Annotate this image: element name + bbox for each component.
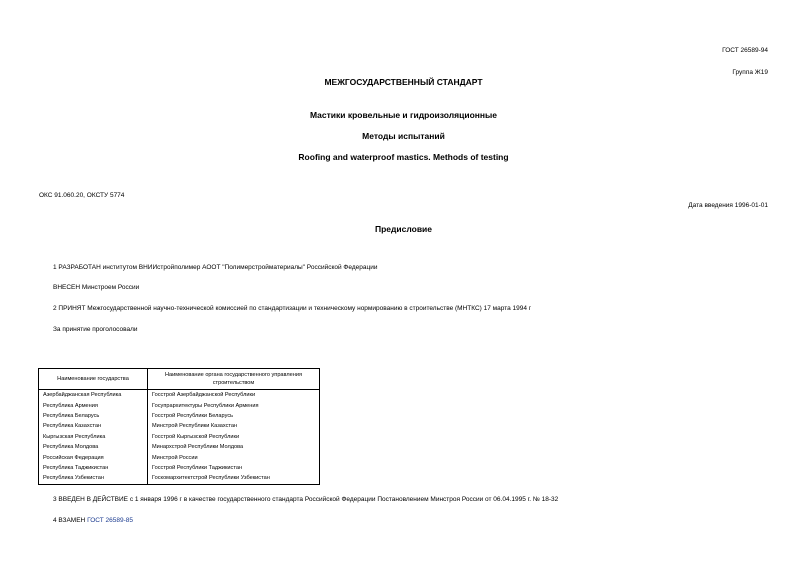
- preface-item-4: [53, 517, 133, 524]
- table-cell-authority: Госстрой Республики Таджикистан: [148, 463, 320, 473]
- replaced-standard-link[interactable]: ГОСТ 26589-85: [87, 517, 133, 524]
- title-en: Roofing and waterproof mastics. Methods of testing: [298, 152, 509, 162]
- preface-item-2: 2 ПРИНЯТ Межгосударственной научно-технической комиссией по стандартизации и техническому нормированию в строительстве (МНТКС) 17 марта 1994 г: [53, 305, 532, 312]
- preface-item-1: 1 РАЗРАБОТАН институтом ВНИИстройполимер АООТ "Полимерстройматериалы" Российской Федерации: [53, 264, 378, 271]
- table-cell-authority: Госстрой Кыргызской Республики: [148, 432, 320, 442]
- table-row: [39, 432, 320, 442]
- table-header-authority: Наименование органа государственного управления строительством: [148, 369, 320, 390]
- table-row: [39, 400, 320, 410]
- table-cell-state: Республика Беларусь: [39, 411, 148, 421]
- table-cell-authority: Минархстрой Республики Молдова: [148, 442, 320, 452]
- table-cell-authority: Госстрой Республики Беларусь: [148, 411, 320, 421]
- preface-item-2b: За принятие проголосовали: [53, 326, 138, 333]
- table-cell-authority: Госкомархитектстрой Республики Узбекистан: [148, 473, 320, 484]
- table-cell-state: Российская Федерация: [39, 452, 148, 462]
- table-cell-state: Республика Молдова: [39, 442, 148, 452]
- replaces-label: 4 ВЗАМЕН: [53, 517, 88, 524]
- table-cell-authority: Госупрархитектуры Республики Армения: [148, 400, 320, 410]
- document-group: Группа Ж19: [732, 69, 768, 76]
- title-ru: Мастики кровельные и гидроизоляционные: [309, 110, 498, 120]
- table-cell-authority: Минстрой Республики Казахстан: [148, 421, 320, 431]
- table-cell-authority: Минстрой России: [148, 452, 320, 462]
- preface-item-3: 3 ВВЕДЕН В ДЕЙСТВИЕ с 1 января 1996 г в качестве государственного стандарта Российской Федерации Постановлением Минстроя России от 06.04.1995 г. № 18-32: [53, 496, 559, 503]
- table-row: [39, 452, 320, 462]
- states-table: [38, 368, 320, 485]
- intro-date: Дата введения 1996-01-01: [688, 202, 768, 209]
- subtitle-ru: Методы испытаний: [362, 131, 445, 141]
- table-cell-state: Азербайджанская Республика: [39, 390, 148, 401]
- table-cell-state: Республика Таджикистан: [39, 463, 148, 473]
- table-cell-authority: Госстрой Азербайджанской Республики: [148, 390, 320, 401]
- table-cell-state: Республика Узбекистан: [39, 473, 148, 484]
- table-row: [39, 421, 320, 431]
- table-cell-state: Республика Казахстан: [39, 421, 148, 431]
- document-code: ГОСТ 26589-94: [722, 47, 768, 54]
- preface-heading: Предисловие: [374, 224, 433, 234]
- table-row: [39, 442, 320, 452]
- standard-type: МЕЖГОСУДАРСТВЕННЫЙ СТАНДАРТ: [324, 77, 483, 87]
- preface-item-1b: ВНЕСЕН Минстроем России: [53, 284, 140, 291]
- table-row: [39, 411, 320, 421]
- table-cell-state: Республика Армения: [39, 400, 148, 410]
- table-row: [39, 473, 320, 484]
- table-header-state: Наименование государства: [39, 369, 148, 390]
- table-cell-state: Кыргызская Республика: [39, 432, 148, 442]
- table-row: [39, 463, 320, 473]
- table-row: [39, 390, 320, 401]
- classifiers: ОКС 91.060.20, ОКСТУ 5774: [39, 192, 125, 199]
